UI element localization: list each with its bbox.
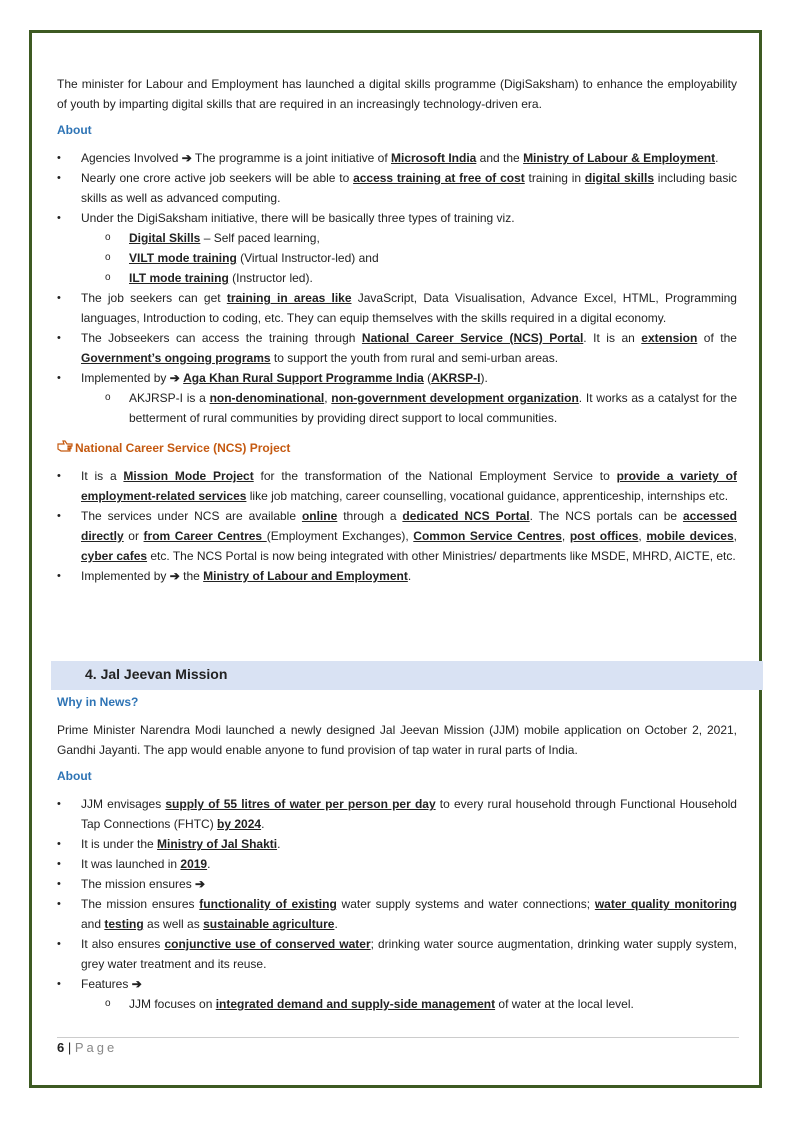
list-item: • It was launched in 2019. bbox=[57, 854, 737, 874]
list-item: • The mission ensures ➔ bbox=[57, 874, 737, 894]
page-label: Page bbox=[74, 1040, 118, 1055]
sub-list-item: o Digital Skills – Self paced learning, bbox=[81, 228, 737, 248]
list-item: • Nearly one crore active job seekers will be able to access training at free of cost training in digital skills including basic skills as well as advanced computing. bbox=[57, 168, 737, 208]
list-item: • The Jobseekers can access the training through National Career Service (NCS) Portal. It is an extension of the Government’s ongoing programs to support the youth from rural and semi-urban areas. bbox=[57, 328, 737, 368]
sub-list-item: o JJM focuses on integrated demand and supply-side management of water at the local level. bbox=[81, 994, 737, 1014]
ncs-list bbox=[57, 466, 737, 586]
list-item: • The mission ensures functionality of existing water supply systems and water connections; water quality monitoring and testing as well as sustainable agriculture. bbox=[57, 894, 737, 934]
section-title: 4. Jal Jeevan Mission bbox=[85, 666, 228, 682]
page-number: 6 bbox=[57, 1040, 65, 1055]
sub-list-item: o ILT mode training (Instructor led). bbox=[81, 268, 737, 288]
footer-divider bbox=[57, 1037, 739, 1038]
why-in-news-heading: Why in News? bbox=[57, 695, 139, 709]
jjm-intro-paragraph: Prime Minister Narendra Modi launched a newly designed Jal Jeevan Mission (JJM) mobile application on October 2, 2021, Gandhi Jayanti. The app would enable anyone to fund provision of tap water in rural parts of India. bbox=[57, 723, 737, 757]
jjm-list bbox=[57, 794, 737, 1014]
list-item: • The job seekers can get training in areas like JavaScript, Data Visualisation, Advance Excel, HTML, Programming languages, Introduction to coding, etc. They can equip themselves with the skills required in a digital economy. bbox=[57, 288, 737, 328]
page-content bbox=[57, 74, 737, 586]
list-item: • Implemented by ➔ the Ministry of Labour and Employment. bbox=[57, 566, 737, 586]
sub-list-item: o AKJRSP-I is a non-denominational, non-government development organization. It works as a catalyst for the betterment of rural communities by providing direct support to local communities. bbox=[81, 388, 737, 428]
list-item: • It is a Mission Mode Project for the transformation of the National Employment Service to provide a variety of employment-related services like job matching, career counselling, vocational guidance, apprenticeship, internships etc. bbox=[57, 466, 737, 506]
list-item: • Features ➔ o JJM focuses on integrated demand and supply-side management of water at the local level. bbox=[57, 974, 737, 1014]
pointing-hand-icon bbox=[57, 438, 75, 458]
section-heading-band bbox=[51, 661, 763, 690]
list-item: • It is under the Ministry of Jal Shakti. bbox=[57, 834, 737, 854]
features-sub-list bbox=[81, 994, 737, 1014]
intro-paragraph: The minister for Labour and Employment has launched a digital skills programme (DigiSaksham) to enhance the employability of youth by imparting digital skills that are required in an increasingly technology-driven era. bbox=[57, 77, 737, 111]
digisaksham-list bbox=[57, 148, 737, 428]
jjm-content bbox=[57, 692, 737, 1014]
akrsp-sub-list bbox=[81, 388, 737, 428]
ncs-heading: National Career Service (NCS) Project bbox=[57, 438, 737, 458]
list-item: • It also ensures conjunctive use of conserved water; drinking water source augmentation, drinking water supply system, grey water treatment and its reuse. bbox=[57, 934, 737, 974]
list-item: • The services under NCS are available online through a dedicated NCS Portal. The NCS portals can be accessed directly or from Career Centres (Employment Exchanges), Common Service Centres, post offices, mobile devices, cyber cafes etc. The NCS Portal is now being integrated with other Ministries/ departments like MSDE, MHRD, AICTE, etc. bbox=[57, 506, 737, 566]
list-item: • Under the DigiSaksham initiative, there will be basically three types of training viz. o Digital Skills – Self paced learning, o VILT mode training (Virtual Instructor-led) and o ILT mode training (Instructor led). bbox=[57, 208, 737, 288]
list-item: • JJM envisages supply of 55 litres of water per person per day to every rural household through Functional Household Tap Connections (FHTC) by 2024. bbox=[57, 794, 737, 834]
training-types-list bbox=[81, 228, 737, 288]
list-item: • Agencies Involved ➔ The programme is a joint initiative of Microsoft India and the Ministry of Labour & Employment. bbox=[57, 148, 737, 168]
footer-separator: | bbox=[64, 1040, 75, 1055]
about-heading: About bbox=[57, 123, 92, 137]
list-item: • Implemented by ➔ Aga Khan Rural Support Programme India (AKRSP-I). o AKJRSP-I is a non-denominational, non-government development organization. It works as a catalyst for the betterment of rural communities by providing direct support to local communities. bbox=[57, 368, 737, 428]
about-heading: About bbox=[57, 769, 92, 783]
sub-list-item: o VILT mode training (Virtual Instructor-led) and bbox=[81, 248, 737, 268]
page-footer bbox=[57, 1040, 117, 1055]
